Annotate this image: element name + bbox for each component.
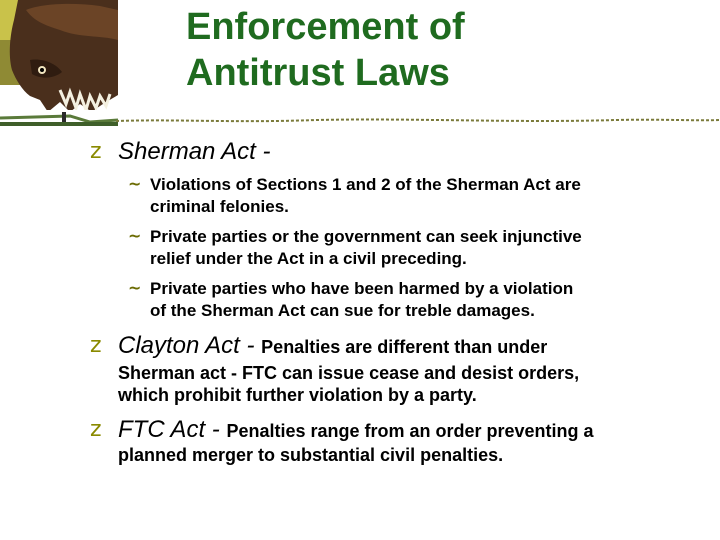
- ftc-act-item: [118, 416, 594, 444]
- clayton-act-heading: Clayton Act -: [118, 332, 255, 359]
- ftc-act-heading: FTC Act -: [118, 416, 220, 443]
- sub-bullet-marker: ~: [128, 278, 142, 297]
- sherman-sub-2-line-1: Private parties or the government can seek injunctive: [150, 227, 582, 246]
- sherman-sub-1-line-1: Violations of Sections 1 and 2 of the Sherman Act are: [150, 175, 581, 194]
- slide-title: [186, 4, 686, 96]
- sub-bullet-marker: ~: [128, 226, 142, 245]
- title-line-2: Antitrust Laws: [186, 52, 450, 94]
- title-line-1: Enforcement of: [186, 6, 465, 48]
- title-divider: [116, 112, 720, 120]
- ftc-act-text: Penalties range from an order preventing a: [226, 421, 594, 441]
- ftc-act-continuation: [118, 444, 503, 466]
- sherman-sub-2-line-2: relief under the Act in a civil preceding.: [150, 249, 467, 268]
- wolf-illustration: [0, 0, 118, 140]
- clayton-act-continuation: [118, 362, 579, 406]
- ftc-cont-line-1: planned merger to substantial civil penalties.: [118, 445, 504, 465]
- bullet-marker-1: z: [90, 139, 102, 164]
- sherman-sub-1-line-2: criminal felonies.: [150, 197, 289, 216]
- clayton-act-text: Penalties are different than under: [261, 337, 548, 357]
- sub-bullet-marker: ~: [128, 174, 142, 193]
- bullet-marker-2: z: [90, 333, 102, 358]
- sherman-act-heading: Sherman Act -: [118, 138, 271, 165]
- clayton-cont-line-2: which prohibit further violation by a party.: [118, 385, 477, 405]
- sherman-sub-3-line-1: Private parties who have been harmed by a violation: [150, 279, 574, 298]
- bullet-marker-3: z: [90, 417, 102, 442]
- clayton-cont-line-1: Sherman act - FTC can issue cease and desist orders,: [118, 363, 580, 383]
- sherman-sub-3-line-2: of the Sherman Act can sue for treble damages.: [150, 301, 535, 320]
- clayton-act-item: [118, 332, 547, 360]
